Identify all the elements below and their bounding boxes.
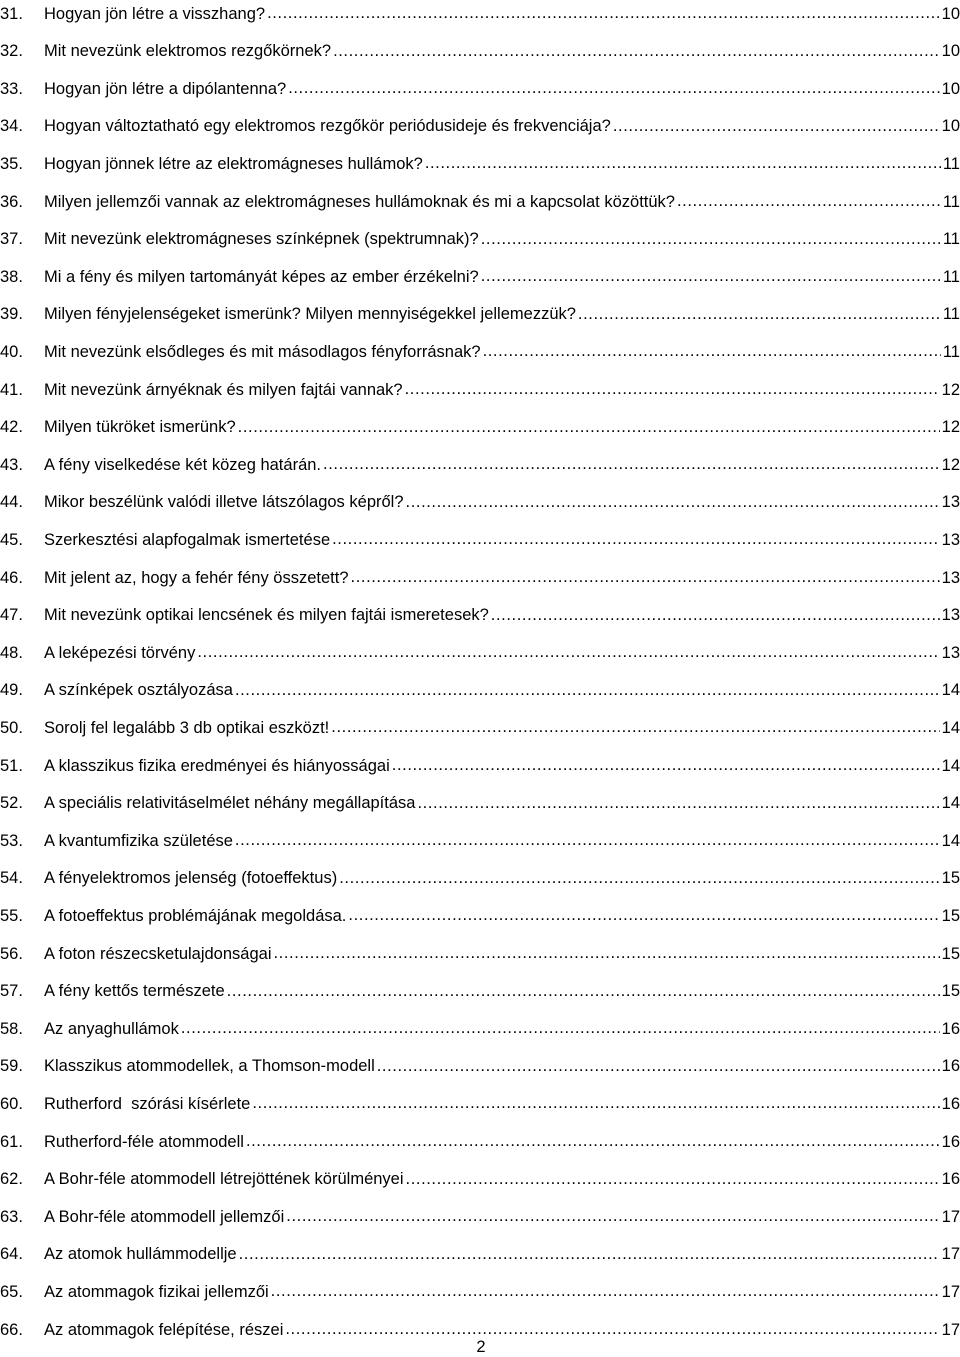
- toc-dot-leader: [246, 1132, 940, 1152]
- toc-entry-title: A színképek osztályozása: [44, 681, 233, 700]
- toc-entry[interactable]: [0, 1053, 960, 1081]
- toc-entry[interactable]: [0, 526, 960, 554]
- toc-entry-page: 10: [941, 117, 960, 136]
- toc-dot-leader: [227, 982, 940, 1002]
- toc-dot-leader: [288, 79, 939, 99]
- toc-dot-leader: [481, 230, 941, 250]
- toc-entry-title: A Bohr-féle atommodell létrejöttének körülményei: [44, 1170, 404, 1189]
- toc-entry-title: A speciális relativitáselmélet néhány megállapítása: [44, 794, 416, 813]
- toc-dot-leader: [286, 1207, 939, 1227]
- toc-entry[interactable]: [0, 1090, 960, 1118]
- toc-entry-page: 13: [941, 530, 960, 549]
- toc-entry-page: 15: [941, 869, 960, 888]
- toc-dot-leader: [351, 568, 940, 588]
- toc-entry[interactable]: [0, 790, 960, 818]
- toc-entry-number: 60.: [0, 1094, 23, 1113]
- toc-entry-title: Milyen fényjelenségeket ismerünk? Milyen mennyiségekkel jellemezzük?: [44, 305, 576, 324]
- toc-entry-page: 10: [941, 42, 960, 61]
- toc-entry[interactable]: [0, 1241, 960, 1269]
- toc-entry[interactable]: [0, 376, 960, 404]
- toc-entry-title: Mit nevezünk elsődleges és mit másodlagos fényforrásnak?: [44, 342, 481, 361]
- toc-entry-title: Mit jelent az, hogy a fehér fény összetett?: [44, 568, 349, 587]
- toc-dot-leader: [339, 869, 939, 889]
- toc-dot-leader: [377, 1057, 940, 1077]
- toc-dot-leader: [481, 267, 941, 287]
- toc-entry-number: 37.: [0, 230, 23, 249]
- toc-dot-leader: [239, 1245, 940, 1265]
- toc-entry-page: 17: [941, 1207, 960, 1226]
- toc-entry-title: A leképezési törvény: [44, 643, 196, 662]
- toc-dot-leader: [235, 831, 940, 851]
- toc-entry-page: 11: [942, 305, 960, 324]
- toc-entry-page: 11: [942, 267, 960, 286]
- toc-entry-page: 12: [941, 380, 960, 399]
- toc-entry-number: 42.: [0, 418, 23, 437]
- toc-entry-page: 11: [942, 154, 960, 173]
- toc-entry-page: 13: [941, 606, 960, 625]
- toc-entry-number: 65.: [0, 1282, 23, 1301]
- toc-entry[interactable]: [0, 263, 960, 291]
- toc-entry-title: Rutherford szórási kísérlete: [44, 1094, 251, 1113]
- toc-entry[interactable]: [0, 0, 960, 28]
- toc-entry-number: 31.: [0, 4, 23, 23]
- toc-entry-page: 14: [941, 756, 960, 775]
- toc-entry-title: A fényelektromos jelenség (fotoeffektus): [44, 869, 338, 888]
- toc-entry-page: 12: [941, 418, 960, 437]
- toc-entry-page: 15: [941, 906, 960, 925]
- toc-entry-title: Klasszikus atommodellek, a Thomson-modell: [44, 1057, 375, 1076]
- toc-entry[interactable]: [0, 902, 960, 930]
- toc-entry-page: 17: [941, 1282, 960, 1301]
- toc-entry[interactable]: [0, 564, 960, 592]
- toc-entry[interactable]: [0, 338, 960, 366]
- toc-entry-number: 45.: [0, 530, 23, 549]
- toc-entry-number: 47.: [0, 606, 23, 625]
- toc-entry[interactable]: [0, 1278, 960, 1306]
- toc-entry[interactable]: [0, 639, 960, 667]
- toc-entry-page: 13: [941, 493, 960, 512]
- toc-entry-page: 11: [942, 342, 960, 361]
- toc-entry-number: 55.: [0, 906, 23, 925]
- toc-entry-number: 58.: [0, 1019, 23, 1038]
- toc-entry-number: 33.: [0, 79, 23, 98]
- toc-dot-leader: [332, 530, 940, 550]
- toc-entry-title: Mit nevezünk optikai lencsének és milyen fajtái ismeretesek?: [44, 606, 489, 625]
- toc-entry[interactable]: [0, 226, 960, 254]
- toc-entry[interactable]: [0, 602, 960, 630]
- toc-dot-leader: [331, 718, 939, 738]
- toc-entry-number: 63.: [0, 1207, 23, 1226]
- toc-entry[interactable]: [0, 1166, 960, 1194]
- toc-entry-title: Hogyan jön létre a dipólantenna?: [44, 79, 287, 98]
- toc-entry[interactable]: [0, 188, 960, 216]
- toc-entry-title: Az anyaghullámok: [44, 1019, 179, 1038]
- toc-entry-page: 16: [941, 1057, 960, 1076]
- toc-entry[interactable]: [0, 752, 960, 780]
- page-number: 2: [476, 1338, 486, 1356]
- toc-dot-leader: [483, 342, 941, 362]
- toc-entry-page: 11: [942, 192, 960, 211]
- toc-entry[interactable]: [0, 1128, 960, 1156]
- toc-entry-title: A kvantumfizika születése: [44, 831, 233, 850]
- toc-entry-number: 46.: [0, 568, 23, 587]
- toc-entry-number: 54.: [0, 869, 23, 888]
- toc-entry[interactable]: [0, 978, 960, 1006]
- toc-entry-title: A fotoeffektus problémájának megoldása.: [44, 906, 347, 925]
- toc-entry-title: Az atommagok fizikai jellemzői: [44, 1282, 269, 1301]
- toc-entry[interactable]: [0, 677, 960, 705]
- toc-dot-leader: [491, 606, 940, 626]
- toc-entry-number: 56.: [0, 944, 23, 963]
- toc-entry-number: 34.: [0, 117, 23, 136]
- toc-entry-title: Mit nevezünk elektromos rezgőkörnek?: [44, 42, 332, 61]
- toc-dot-leader: [406, 1170, 940, 1190]
- toc-entry-title: Hogyan jönnek létre az elektromágneses hullámok?: [44, 154, 423, 173]
- toc-entry-title: A fény viselkedése két közeg határán.: [44, 455, 322, 474]
- toc-entry-number: 32.: [0, 42, 23, 61]
- toc-entry[interactable]: [0, 414, 960, 442]
- toc-entry-page: 15: [941, 944, 960, 963]
- toc-entry-title: Mi a fény és milyen tartományát képes az ember érzékelni?: [44, 267, 479, 286]
- toc-entry-page: 10: [941, 4, 960, 23]
- toc-entry-number: 61.: [0, 1132, 23, 1151]
- toc-entry[interactable]: [0, 714, 960, 742]
- toc-entry[interactable]: [0, 940, 960, 968]
- toc-entry-number: 66.: [0, 1320, 23, 1339]
- toc-entry-title: Milyen jellemzői vannak az elektromágneses hullámoknak és mi a kapcsolat közöttük?: [44, 192, 675, 211]
- toc-dot-leader: [677, 192, 941, 212]
- toc-entry[interactable]: [0, 1015, 960, 1043]
- toc-dot-leader: [613, 117, 940, 137]
- toc-entry-page: 11: [942, 230, 960, 249]
- toc-entry-title: Az atomok hullámmodellje: [44, 1245, 237, 1264]
- toc-dot-leader: [392, 756, 940, 776]
- toc-entry[interactable]: [0, 150, 960, 178]
- toc-entry-title: A fény kettős természete: [44, 982, 225, 1001]
- toc-entry-number: 43.: [0, 455, 23, 474]
- toc-entry-title: A foton részecsketulajdonságai: [44, 944, 272, 963]
- toc-dot-leader: [333, 42, 940, 62]
- toc-entry[interactable]: [0, 38, 960, 66]
- toc-entry[interactable]: [0, 451, 960, 479]
- toc-dot-leader: [267, 4, 940, 24]
- toc-entry-title: Rutherford-féle atommodell: [44, 1132, 244, 1151]
- toc-dot-leader: [425, 154, 941, 174]
- toc-dot-leader: [323, 455, 940, 475]
- toc-entry[interactable]: [0, 1203, 960, 1231]
- toc-entry-number: 39.: [0, 305, 23, 324]
- toc-entry-title: Sorolj fel legalább 3 db optikai eszközt!: [44, 718, 330, 737]
- toc-entry-page: 14: [941, 794, 960, 813]
- toc-entry-number: 41.: [0, 380, 23, 399]
- toc-entry-page: 13: [941, 568, 960, 587]
- toc-dot-leader: [271, 1282, 940, 1302]
- toc-entry-number: 48.: [0, 643, 23, 662]
- toc-entry-number: 36.: [0, 192, 23, 211]
- toc-entry-title: Mit nevezünk elektromágneses színképnek (spektrumnak)?: [44, 230, 479, 249]
- toc-entry-title: Az atommagok felépítése, részei: [44, 1320, 284, 1339]
- toc-entry-page: 17: [941, 1245, 960, 1264]
- toc-entry-title: A klasszikus fizika eredményei és hiányosságai: [44, 756, 390, 775]
- toc-dot-leader: [273, 944, 939, 964]
- toc-entry-title: Szerkesztési alapfogalmak ismertetése: [44, 530, 331, 549]
- toc-entry-number: 57.: [0, 982, 23, 1001]
- toc-entry-number: 64.: [0, 1245, 23, 1264]
- toc-entry-page: 15: [941, 982, 960, 1001]
- toc-entry-page: 12: [941, 455, 960, 474]
- toc-dot-leader: [197, 643, 939, 663]
- toc-dot-leader: [405, 380, 940, 400]
- toc-entry-number: 53.: [0, 831, 23, 850]
- toc-entry-number: 49.: [0, 681, 23, 700]
- toc-dot-leader: [235, 681, 940, 701]
- toc-entry-number: 51.: [0, 756, 23, 775]
- toc-entry-title: Milyen tükröket ismerünk?: [44, 418, 236, 437]
- toc-entry-page: 17: [941, 1320, 960, 1339]
- toc-entry[interactable]: [0, 489, 960, 517]
- toc-entry-page: 13: [941, 643, 960, 662]
- toc-entry-number: 52.: [0, 794, 23, 813]
- toc-entry-number: 40.: [0, 342, 23, 361]
- toc-dot-leader: [181, 1019, 940, 1039]
- toc-entry-title: Hogyan jön létre a visszhang?: [44, 4, 266, 23]
- toc-entry-page: 16: [941, 1094, 960, 1113]
- toc-entry-number: 44.: [0, 493, 23, 512]
- toc-entry-number: 38.: [0, 267, 23, 286]
- toc-entry-title: Mikor beszélünk valódi illetve látszólagos képről?: [44, 493, 404, 512]
- toc-entry[interactable]: [0, 865, 960, 893]
- toc-entry-title: A Bohr-féle atommodell jellemzői: [44, 1207, 285, 1226]
- toc-entry[interactable]: [0, 301, 960, 329]
- toc-entry-page: 16: [941, 1132, 960, 1151]
- toc-entry-page: 16: [941, 1170, 960, 1189]
- toc-dot-leader: [578, 305, 941, 325]
- toc-entry-number: 59.: [0, 1057, 23, 1076]
- toc-entry-page: 14: [941, 681, 960, 700]
- toc-entry-title: Hogyan változtatható egy elektromos rezgőkör periódusideje és frekvenciája?: [44, 117, 611, 136]
- toc-entry-page: 10: [941, 79, 960, 98]
- toc-dot-leader: [252, 1094, 939, 1114]
- toc-entry[interactable]: [0, 75, 960, 103]
- toc-entry-page: 16: [941, 1019, 960, 1038]
- toc-dot-leader: [238, 418, 940, 438]
- toc-entry-number: 50.: [0, 718, 23, 737]
- toc-entry-number: 35.: [0, 154, 23, 173]
- toc-dot-leader: [417, 794, 939, 814]
- toc-dot-leader: [348, 906, 939, 926]
- toc-dot-leader: [406, 493, 940, 513]
- toc-entry-title: Mit nevezünk árnyéknak és milyen fajtái vannak?: [44, 380, 403, 399]
- toc-entry-page: 14: [941, 718, 960, 737]
- toc-entry-number: 62.: [0, 1170, 23, 1189]
- toc-entry[interactable]: [0, 113, 960, 141]
- toc-dot-leader: [285, 1320, 939, 1340]
- toc-entry-page: 14: [941, 831, 960, 850]
- toc-entry[interactable]: [0, 827, 960, 855]
